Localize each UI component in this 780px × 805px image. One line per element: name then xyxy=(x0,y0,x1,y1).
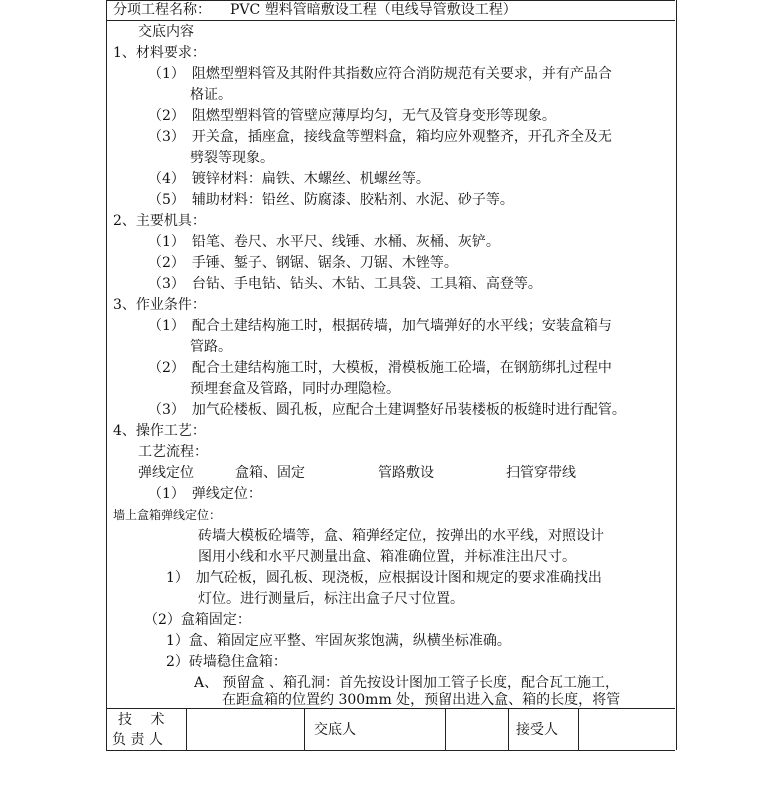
section-conditions-title: 3、作业条件： xyxy=(113,297,206,313)
header-divider xyxy=(106,20,675,21)
project-name-label: 分项工程名称： xyxy=(113,2,211,18)
flow-step-3: 管路敷设 xyxy=(378,465,434,481)
flow-step-4: 扫管穿带线 xyxy=(506,465,576,481)
step-1-para-1: 砖墙大模板砼墙等，盒、箱弹经定位，按弹出的水平线，对照设计 xyxy=(198,528,604,544)
conditions-item-2-cont: 预埋套盒及管路，同时办理隐检。 xyxy=(190,381,400,397)
section-materials-title: 1、材料要求： xyxy=(113,45,206,61)
step-1-para-2: 1） 加气砼板，圆孔板、现浇板，应根据设计图和规定的要求准确找出 xyxy=(166,570,602,586)
tools-item-3: （3） 台钻、手电钻、钻头、木钻、工具袋、工具箱、高登等。 xyxy=(148,276,542,292)
materials-item-5: （5） 辅助材料：铅丝、防腐漆、胶粘剂、水泥、砂子等。 xyxy=(148,192,514,208)
process-flow-title: 工艺流程： xyxy=(138,444,208,460)
section-process-title: 4、操作工艺： xyxy=(113,423,206,439)
flow-step-2: 盒箱、固定 xyxy=(235,465,305,481)
content-heading: 交底内容 xyxy=(138,24,194,40)
conditions-item-3: （3） 加气砼楼板、圆孔板，应配合土建调整好吊装楼板的板缝时进行配管。 xyxy=(148,402,626,418)
materials-item-1: （1） 阻燃型塑料管及其附件其指数应符合消防规范有关要求，并有产品合 xyxy=(148,66,612,82)
wall-box-note: 墙上盒箱弹线定位： xyxy=(113,508,222,522)
flow-step-1: 弹线定位 xyxy=(138,465,194,481)
tech-lead-label-line1: 技 术 xyxy=(118,712,165,728)
receiver-label: 接受人 xyxy=(516,722,558,738)
footer-divider-5 xyxy=(578,708,579,750)
section-tools-title: 2、主要机具： xyxy=(113,213,206,229)
footer-divider-1 xyxy=(186,708,187,750)
step-2-item-a: A、 预留盒 、箱孔洞：首先按设计图加工管子长度，配合瓦工施工， xyxy=(194,675,620,691)
materials-item-3-cont: 劈裂等现象。 xyxy=(190,150,274,166)
materials-item-4: （4） 镀锌材料：扁铁、木螺丝、机螺丝等。 xyxy=(148,171,430,187)
step-2-heading: （2）盒箱固定： xyxy=(144,612,251,628)
footer-divider-4 xyxy=(508,708,509,750)
tools-item-1: （1） 铅笔、卷尺、水平尺、线锤、水桶、灰桶、灰铲。 xyxy=(148,234,500,250)
footer-divider-2 xyxy=(304,708,305,750)
footer-divider-3 xyxy=(445,708,446,750)
step-1-para-1-cont: 图用小线和水平尺测量出盒、箱准确位置，并标准注出尺寸。 xyxy=(198,549,576,565)
tech-lead-label-line2: 负 责 人 xyxy=(112,732,163,748)
step-2-item-a-cont: 在距盒箱的位置约 300mm 处，预留出进入盒、箱的长度，将管 xyxy=(222,692,621,708)
project-name-value: PVC 塑料管暗敷设工程（电线导管敷设工程） xyxy=(230,2,517,18)
tools-item-2: （2） 手锤、錾子、钢锯、锯条、刀锯、木锉等。 xyxy=(148,255,458,271)
step-1-heading: （1） 弹线定位： xyxy=(148,486,262,502)
discloser-label: 交底人 xyxy=(314,722,356,738)
step-2-item-2: 2）砖墙稳住盒箱： xyxy=(166,654,287,670)
footer-bottom-border xyxy=(106,750,675,751)
conditions-item-1: （1） 配合土建结构施工时，根据砖墙，加气墙弹好的水平线；安装盒箱与 xyxy=(148,318,612,334)
conditions-item-2: （2） 配合土建结构施工时，大模板，滑模板施工砼墙，在钢筋绑扎过程中 xyxy=(148,360,612,376)
materials-item-2: （2） 阻燃型塑料管的管壁应薄厚均匀，无气及管身变形等现象。 xyxy=(148,108,556,124)
materials-item-1-cont: 格证。 xyxy=(190,87,232,103)
step-2-item-1: 1）盒、箱固定应平整、牢固灰浆饱满，纵横坐标准确。 xyxy=(166,633,511,649)
materials-item-3: （3） 开关盒，插座盒，接线盒等塑料盒，箱均应外观整齐，开孔齐全及无 xyxy=(148,129,612,145)
conditions-item-1-cont: 管路。 xyxy=(190,339,232,355)
step-1-para-2-cont: 灯位。进行测量后，标注出盒子尺寸位置。 xyxy=(198,591,464,607)
